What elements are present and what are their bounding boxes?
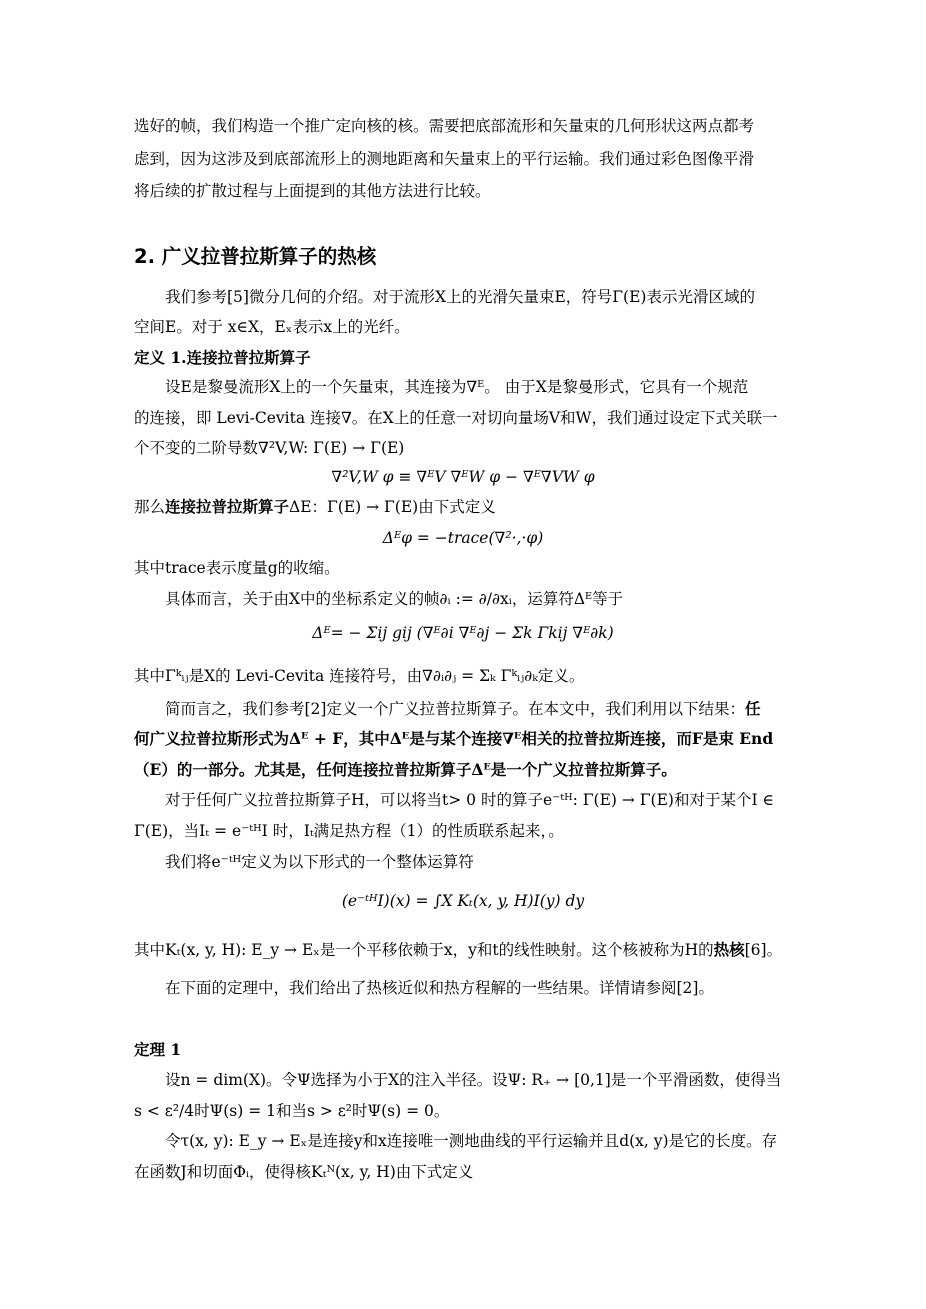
intro-line-3: 将后续的扩散过程与上面提到的其他方法进行比较。: [134, 182, 491, 200]
definition-line-4-pre: 那么: [134, 498, 166, 516]
paragraph-3-line-1-bold: 任: [744, 699, 761, 718]
paragraph-3-line-1: [165, 699, 760, 719]
equation-laplacian-coordinates: Δᴱ= − Σij gij (∇ᴱ∂i ∇ᴱ∂j − Σk Γkij ∇ᴱ∂k): [312, 624, 614, 642]
definition-line-2: 的连接，即 Levi-Cevita 连接∇。在X上的任意一对切向量场V和W，我们通过设定下式关联一: [134, 409, 778, 427]
section-heading: 2. 广义拉普拉斯算子的热核: [134, 245, 377, 268]
paragraph-1-line-1: 我们参考[5]微分几何的介绍。对于流形X上的光滑矢量束E，符号Γ(E)表示光滑区域的: [165, 288, 755, 306]
paragraph-2-line-2: 其中Γᵏᵢⱼ是X的 Levi-Cevita 连接符号，由∇∂ᵢ∂ⱼ = Σₖ Γᵏᵢⱼ∂ₖ定义。: [134, 667, 585, 685]
definition-line-4-post: ΔE：Γ(E) → Γ(E)由下式定义: [289, 498, 496, 516]
definition-line-4-bold: 连接拉普拉斯算子: [165, 497, 290, 516]
paragraph-4-line-2: Γ(E)，当Iₜ = e⁻ᵗᴴI 时，Iₜ满足热方程（1）的性质联系起来，。: [134, 822, 564, 840]
equation-connection-laplacian: Δᴱφ = −trace(∇²·,·φ): [382, 529, 544, 547]
paragraph-1-line-2: 空间E。对于 x∈X，Eₓ表示x上的光纤。: [134, 318, 410, 336]
definition-line-4: [134, 497, 496, 517]
paragraph-5-line-1: 我们将e⁻ᵗᴴ定义为以下形式的一个整体运算符: [165, 853, 474, 871]
paragraph-5-line-2-post: [6]。: [744, 941, 783, 959]
paragraph-2-line-1: 具体而言，关于由X中的坐标系定义的帧∂ᵢ := ∂/∂xᵢ，运算符Δᴱ等于: [165, 590, 624, 608]
theorem-line-4: 在函数J和切面Φᵢ，使得核Kₜᴺ(x, y, H)由下式定义: [134, 1163, 474, 1181]
equation-second-derivative: ∇²V,W φ ≡ ∇ᴱV ∇ᴱW φ − ∇ᴱ∇VW φ: [331, 468, 595, 486]
theorem-title: 定理 1: [134, 1040, 182, 1059]
definition-line-1: 设E是黎曼流形X上的一个矢量束，其连接为∇ᴱ。 由于X是黎曼形式，它具有一个规范: [165, 378, 749, 396]
equation-integral-operator: (e⁻ᵗᴴI)(x) = ∫X Kₜ(x, y, H)I(y) dy: [341, 892, 585, 910]
intro-line-2: 虑到，因为这涉及到底部流形上的测地距离和矢量束上的平行运输。我们通过彩色图像平滑: [134, 150, 755, 168]
paragraph-3-line-1-pre: 简而言之，我们参考[2]定义一个广义拉普拉斯算子。在本文中，我们利用以下结果：: [165, 700, 745, 718]
paragraph-5-line-2-bold: 热核: [713, 940, 745, 959]
paragraph-6-line-1: 在下面的定理中，我们给出了热核近似和热方程解的一些结果。详情请参阅[2]。: [165, 979, 714, 997]
definition-line-3: 个不变的二阶导数∇²V,W: Γ(E) → Γ(E): [134, 439, 405, 457]
paragraph-3-line-2: 何广义拉普拉斯形式为Δᴱ + F，其中Δᴱ是与某个连接∇ᴱ相关的拉普拉斯连接，而F是束 End: [134, 729, 774, 748]
intro-line-1: 选好的帧，我们构造一个推广定向核的核。需要把底部流形和矢量束的几何形状这两点都考: [134, 117, 755, 135]
theorem-line-3: 令τ(x, y): E_y → Eₓ是连接y和x连接唯一测地曲线的平行运输并且d(x, y)是它的长度。存: [165, 1132, 778, 1150]
paragraph-4-line-1: 对于任何广义拉普拉斯算子H，可以将当t> 0 时的算子e⁻ᵗᴴ: Γ(E) → Γ(E)和对于某个I ∈: [165, 791, 774, 809]
theorem-line-1: 设n = dim(X)。令Ψ选择为小于X的注入半径。设Ψ: R₊ → [0,1]是一个平滑函数，使得当: [165, 1071, 782, 1089]
paragraph-3-line-3: （E）的一部分。尤其是，任何连接拉普拉斯算子Δᴱ是一个广义拉普拉斯算子。: [134, 760, 677, 779]
paragraph-5-line-2: [134, 940, 782, 960]
definition-title: 定义 1.连接拉普拉斯算子: [134, 348, 311, 367]
paragraph-5-line-2-pre: 其中Kₜ(x, y, H): E_y → Eₓ是一个平移依赖于x，y和t的线性映射。这个核被称为H的: [134, 941, 714, 959]
definition-line-5: 其中trace表示度量g的收缩。: [134, 559, 340, 577]
theorem-line-2: s < ε²/4时Ψ(s) = 1和当s > ε²时Ψ(s) = 0。: [134, 1102, 450, 1120]
